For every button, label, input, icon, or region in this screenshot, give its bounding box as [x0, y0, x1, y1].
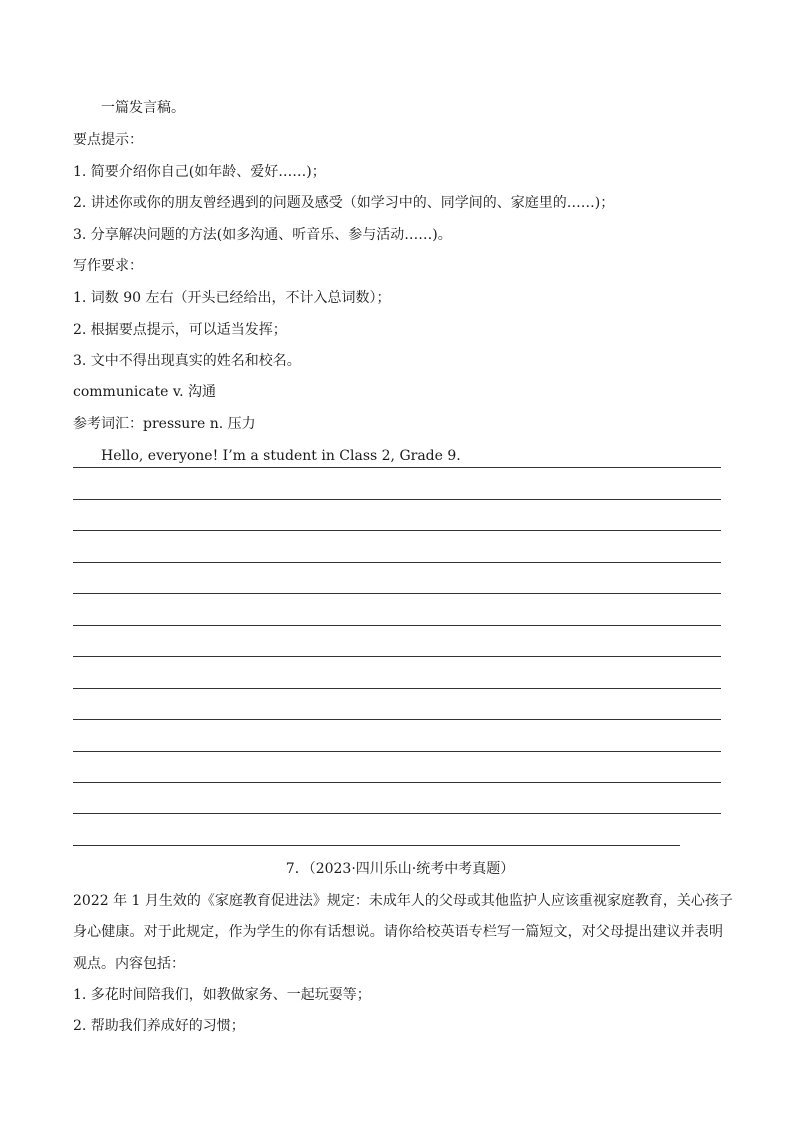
point-1: 1. 简要介绍你自己(如年龄、爱好……)；: [73, 164, 326, 180]
writing-line[interactable]: [73, 562, 721, 563]
writing-line[interactable]: [73, 530, 721, 531]
requirement-3: 3. 文中不得出现真实的姓名和校名。: [73, 353, 301, 369]
writing-line[interactable]: [73, 719, 721, 720]
task7-content-point-1: 1. 多花时间陪我们，如教做家务、一起玩耍等；: [73, 987, 371, 1003]
requirements-heading: 写作要求：: [73, 258, 143, 274]
task7-prompt-line-1: 2022 年 1 月生效的《家庭教育促进法》规定：未成年人的父母或其他监护人应该重视家庭教育，关心孩子: [73, 893, 733, 909]
vocab-reference: 参考词汇：pressure n. 压力: [73, 416, 256, 432]
task7-content-point-2: 2. 帮助我们养成好的习惯；: [73, 1018, 245, 1034]
requirement-2: 2. 根据要点提示，可以适当发挥；: [73, 322, 287, 338]
task6-intro-tail: 一篇发言稿。: [101, 100, 185, 116]
task7-prompt-line-3: 观点。内容包括：: [73, 956, 185, 972]
task7-heading: 7．（2023·四川乐山·统考中考真题）: [285, 861, 515, 877]
task7-prompt-line-2: 身心健康。对于此规定，作为学生的你有话想说。请你给校英语专栏写一篇短文，对父母提出建议并表明: [73, 924, 723, 940]
writing-line[interactable]: [73, 625, 721, 626]
vocab-communicate: communicate v. 沟通: [73, 384, 217, 400]
writing-line[interactable]: [73, 813, 721, 814]
writing-line[interactable]: [73, 751, 721, 752]
writing-line[interactable]: [73, 593, 721, 594]
writing-line[interactable]: [73, 782, 721, 783]
writing-line[interactable]: [73, 467, 721, 468]
writing-line[interactable]: [73, 656, 721, 657]
writing-line[interactable]: [73, 688, 721, 689]
opening-sentence: Hello, everyone! I’m a student in Class 2, Grade 9.: [101, 448, 461, 464]
writing-line[interactable]: [73, 499, 721, 500]
point-2: 2. 讲述你或你的朋友曾经遇到的问题及感受（如学习中的、同学间的、家庭里的……)；: [73, 195, 615, 211]
point-3: 3. 分享解决问题的方法(如多沟通、听音乐、参与活动……)。: [73, 227, 452, 243]
points-heading: 要点提示：: [73, 132, 143, 148]
requirement-1: 1. 词数 90 左右（开头已经给出，不计入总词数）；: [73, 290, 391, 306]
writing-line[interactable]: [73, 845, 680, 846]
